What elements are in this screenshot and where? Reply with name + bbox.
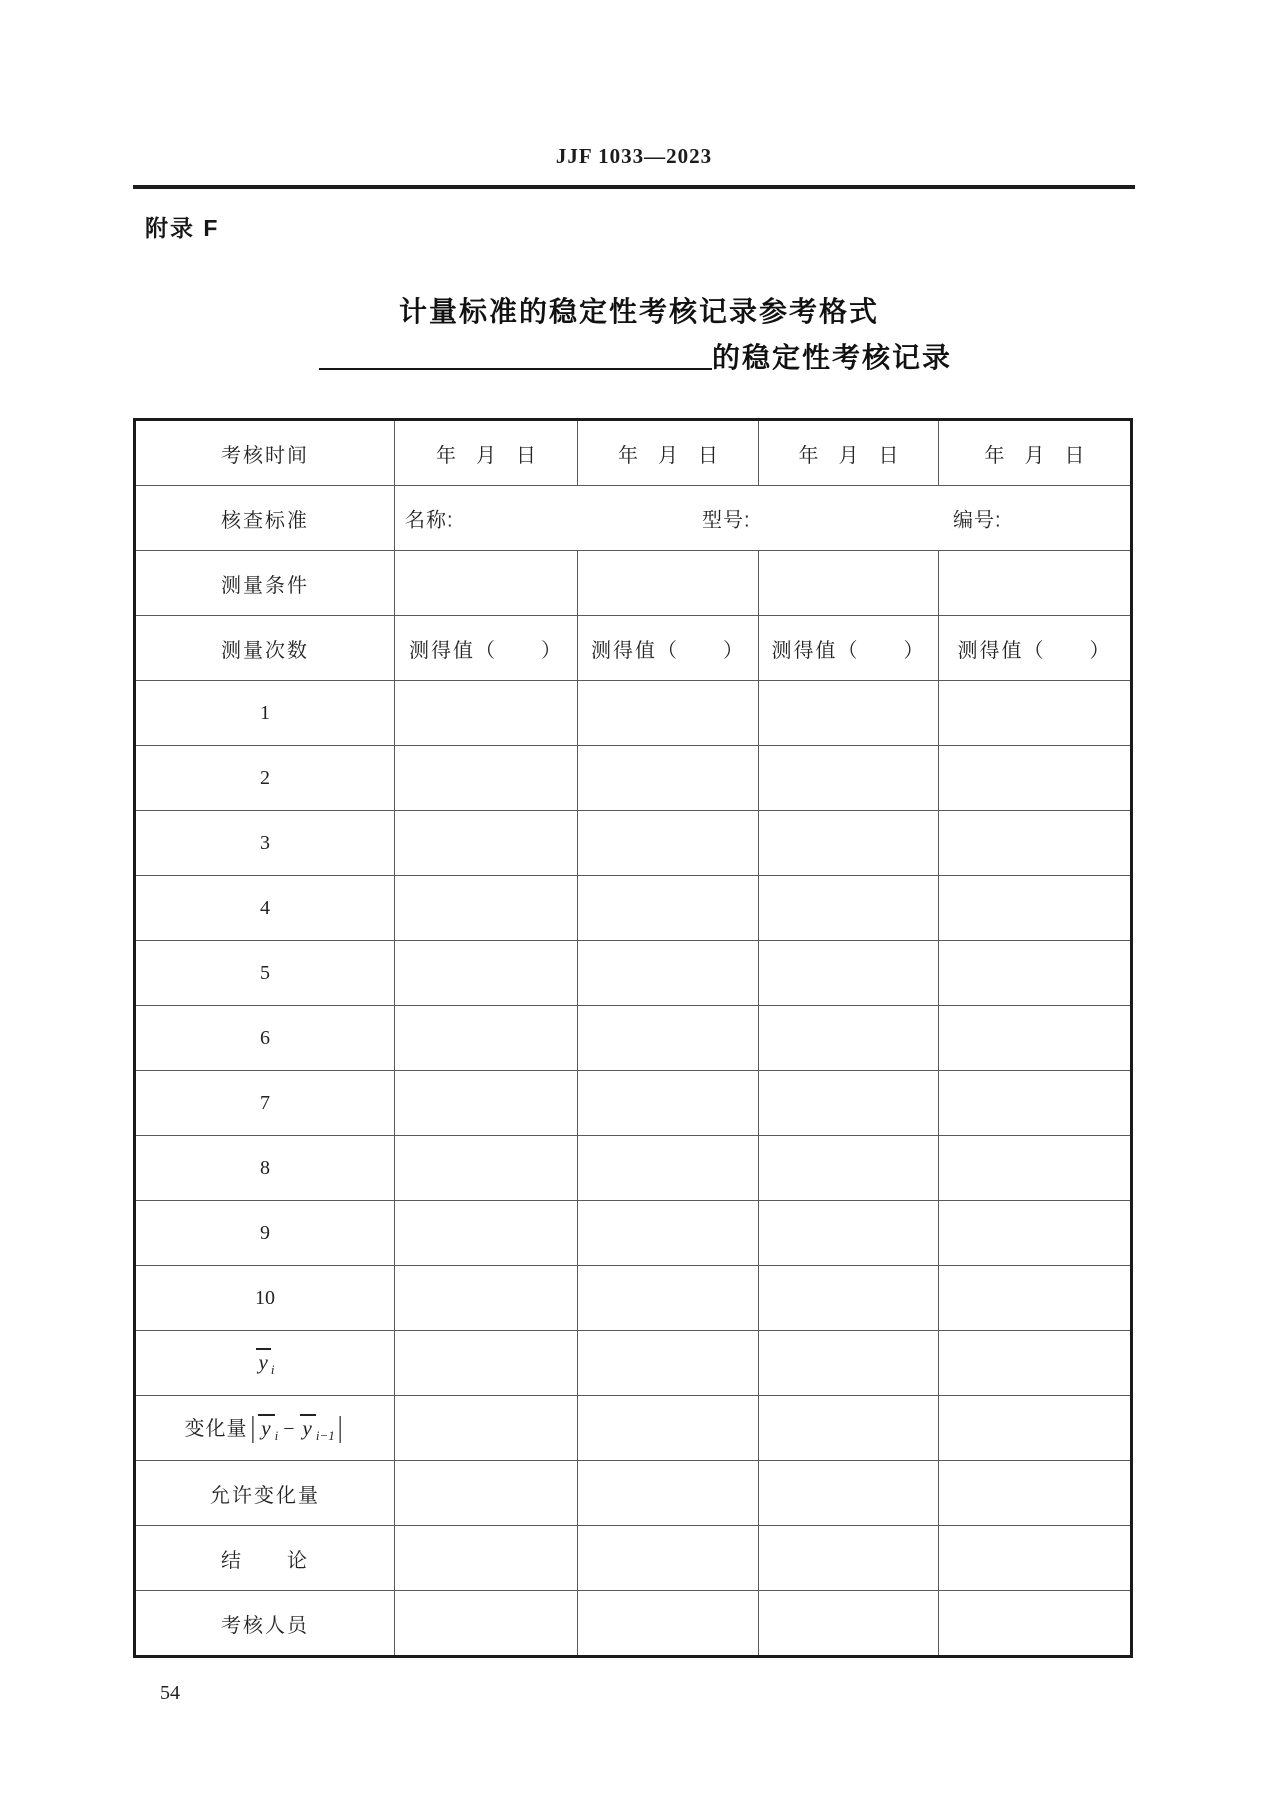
- row-label: 允许变化量: [135, 1461, 395, 1526]
- blank-cell: [395, 1136, 578, 1201]
- blank-cell: [578, 1396, 759, 1461]
- blank-cell: [395, 681, 578, 746]
- row-allowed-change: [135, 1461, 1132, 1526]
- row-assessment-time: [135, 420, 1132, 486]
- row-measurement-7: [135, 1071, 1132, 1136]
- blank-cell: [939, 1136, 1132, 1201]
- row-label: 测量次数: [135, 616, 395, 681]
- row-label: 结 论: [135, 1526, 395, 1591]
- row-change-amount: [135, 1396, 1132, 1461]
- row-number: 9: [135, 1201, 395, 1266]
- blank-cell: [578, 1591, 759, 1657]
- date-cell: 年 月 日: [759, 420, 939, 486]
- blank-cell: [395, 1266, 578, 1331]
- blank-cell: [759, 941, 939, 1006]
- blank-cell: [759, 1071, 939, 1136]
- blank-cell: [395, 1526, 578, 1591]
- subscript-i-minus-1: i−1: [315, 1428, 335, 1443]
- blank-cell: [939, 746, 1132, 811]
- blank-cell: [578, 1071, 759, 1136]
- model-field-label: 型号:: [702, 509, 751, 532]
- row-number: 8: [135, 1136, 395, 1201]
- row-measurement-9: [135, 1201, 1132, 1266]
- record-table-body: [135, 420, 1132, 1657]
- date-cell: 年 月 日: [395, 420, 578, 486]
- row-number: 6: [135, 1006, 395, 1071]
- row-examiner: [135, 1591, 1132, 1657]
- blank-cell: [759, 1006, 939, 1071]
- blank-cell: [578, 1526, 759, 1591]
- blank-cell: [578, 746, 759, 811]
- blank-cell: [759, 811, 939, 876]
- change-label: 变化量: [184, 1418, 248, 1440]
- blank-cell: [578, 1201, 759, 1266]
- y-bar-symbol: y: [258, 1414, 274, 1439]
- blank-cell: [395, 1331, 578, 1396]
- blank-cell: [939, 1006, 1132, 1071]
- minus-sign: −: [283, 1418, 295, 1440]
- blank-cell: [578, 876, 759, 941]
- blank-cell: [939, 681, 1132, 746]
- blank-cell: [578, 1461, 759, 1526]
- blank-cell: [578, 1136, 759, 1201]
- blank-cell: [578, 681, 759, 746]
- check-standard-fields-cell: [395, 486, 1132, 551]
- blank-cell: [578, 811, 759, 876]
- row-number: 7: [135, 1071, 395, 1136]
- standard-number: JJF 1033—2023: [555, 144, 713, 168]
- row-mean-value: [135, 1331, 1132, 1396]
- blank-underline: [319, 340, 712, 370]
- row-measurement-2: [135, 746, 1132, 811]
- row-label: 核查标准: [135, 486, 395, 551]
- measured-value-header-cell: 测得值（ ）: [759, 616, 939, 681]
- blank-cell: [759, 551, 939, 616]
- row-number: 10: [135, 1266, 395, 1331]
- row-measurement-8: [135, 1136, 1132, 1201]
- row-measurement-5: [135, 941, 1132, 1006]
- abs-bar-close: |: [337, 1411, 343, 1445]
- date-cell: 年 月 日: [939, 420, 1132, 486]
- blank-cell: [759, 1591, 939, 1657]
- blank-cell: [939, 1201, 1132, 1266]
- blank-cell: [759, 1266, 939, 1331]
- y-bar-symbol: y: [256, 1348, 271, 1373]
- blank-cell: [395, 1591, 578, 1657]
- blank-cell: [759, 1461, 939, 1526]
- page-number: 54: [160, 1682, 180, 1704]
- measured-value-header-cell: 测得值（ ）: [939, 616, 1132, 681]
- mean-symbol-cell: [135, 1331, 395, 1396]
- row-measurement-10: [135, 1266, 1132, 1331]
- blank-cell: [939, 551, 1132, 616]
- subscript-i: i: [274, 1428, 279, 1443]
- serial-field-label: 编号:: [953, 509, 1002, 532]
- y-bar-symbol: y: [300, 1414, 316, 1439]
- blank-cell: [395, 1396, 578, 1461]
- blank-cell: [395, 811, 578, 876]
- blank-cell: [759, 1396, 939, 1461]
- blank-cell: [395, 1071, 578, 1136]
- form-title: 计量标准的稳定性考核记录参考格式: [399, 296, 880, 327]
- blank-cell: [939, 1591, 1132, 1657]
- blank-cell: [759, 1136, 939, 1201]
- blank-cell: [395, 551, 578, 616]
- row-measurement-3: [135, 811, 1132, 876]
- date-cell: 年 月 日: [578, 420, 759, 486]
- blank-cell: [939, 1526, 1132, 1591]
- blank-cell: [759, 1201, 939, 1266]
- blank-cell: [759, 746, 939, 811]
- row-number: 5: [135, 941, 395, 1006]
- blank-cell: [578, 1331, 759, 1396]
- blank-cell: [939, 1266, 1132, 1331]
- row-number: 4: [135, 876, 395, 941]
- blank-cell: [939, 811, 1132, 876]
- blank-cell: [395, 941, 578, 1006]
- blank-cell: [578, 551, 759, 616]
- blank-cell: [939, 1396, 1132, 1461]
- blank-cell: [939, 1461, 1132, 1526]
- blank-cell: [395, 1461, 578, 1526]
- measured-value-header-cell: 测得值（ ）: [578, 616, 759, 681]
- blank-cell: [939, 1071, 1132, 1136]
- row-number: 2: [135, 746, 395, 811]
- blank-cell: [578, 1006, 759, 1071]
- row-conclusion: [135, 1526, 1132, 1591]
- row-measurement-4: [135, 876, 1132, 941]
- row-label: 测量条件: [135, 551, 395, 616]
- change-formula-cell: [135, 1396, 395, 1461]
- blank-cell: [395, 1201, 578, 1266]
- appendix-label: 附录 F: [145, 215, 220, 241]
- row-measurement-count: [135, 616, 1132, 681]
- blank-cell: [395, 1006, 578, 1071]
- row-label: 考核人员: [135, 1591, 395, 1657]
- row-number: 1: [135, 681, 395, 746]
- form-subtitle: 的稳定性考核记录: [712, 342, 953, 373]
- name-field-label: 名称:: [405, 509, 454, 532]
- blank-cell: [578, 941, 759, 1006]
- blank-cell: [759, 1526, 939, 1591]
- row-measurement-1: [135, 681, 1132, 746]
- blank-cell: [395, 746, 578, 811]
- blank-cell: [759, 681, 939, 746]
- blank-cell: [939, 1331, 1132, 1396]
- blank-cell: [395, 876, 578, 941]
- blank-cell: [939, 876, 1132, 941]
- row-number: 3: [135, 811, 395, 876]
- header-rule: [133, 185, 1135, 189]
- row-check-standard: [135, 486, 1132, 551]
- blank-cell: [759, 1331, 939, 1396]
- blank-cell: [939, 941, 1132, 1006]
- measured-value-header-cell: 测得值（ ）: [395, 616, 578, 681]
- row-measurement-conditions: [135, 551, 1132, 616]
- row-measurement-6: [135, 1006, 1132, 1071]
- subscript-i: i: [270, 1362, 275, 1377]
- row-label: 考核时间: [135, 420, 395, 486]
- blank-cell: [578, 1266, 759, 1331]
- blank-cell: [759, 876, 939, 941]
- abs-bar-open: |: [250, 1411, 256, 1445]
- record-table: [133, 418, 1133, 1658]
